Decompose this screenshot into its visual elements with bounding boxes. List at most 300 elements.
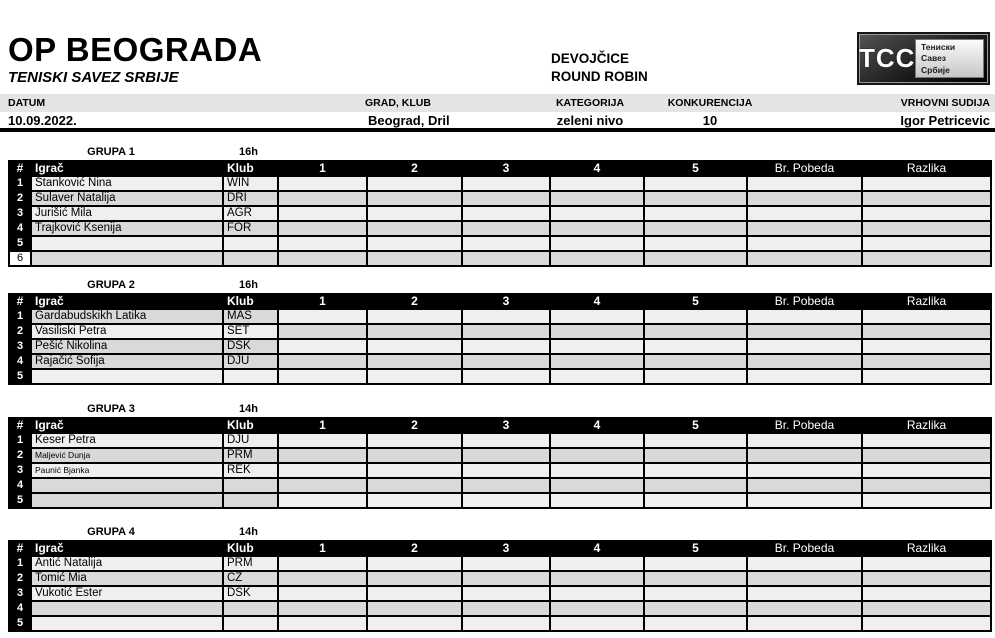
club-cell: DSK bbox=[223, 339, 278, 354]
match-cell-3 bbox=[462, 463, 550, 478]
group-table bbox=[8, 160, 992, 267]
player-name-cell: Trajković Ksenija bbox=[31, 221, 223, 236]
match-cell-4 bbox=[550, 556, 644, 571]
player-name-cell: Rajačić Sofija bbox=[31, 354, 223, 369]
table-header-row bbox=[9, 294, 991, 309]
match-cell-5 bbox=[644, 493, 747, 508]
match-cell-1 bbox=[278, 309, 367, 324]
club-cell: DSK bbox=[223, 586, 278, 601]
match-cell-5 bbox=[644, 251, 747, 266]
club-cell: WIN bbox=[223, 176, 278, 191]
player-name-cell bbox=[31, 493, 223, 508]
match-cell-5 bbox=[644, 339, 747, 354]
match-cell-3 bbox=[462, 354, 550, 369]
logo-text-line: Србије bbox=[921, 64, 950, 75]
row-number-cell: 5 bbox=[9, 236, 31, 251]
row-number-cell: 4 bbox=[9, 478, 31, 493]
player-row bbox=[9, 339, 991, 354]
col-header-match-cell-5: 5 bbox=[644, 541, 747, 556]
match-cell-2 bbox=[367, 324, 462, 339]
table-header-row bbox=[9, 541, 991, 556]
group-section-2 bbox=[8, 279, 990, 385]
match-cell-4 bbox=[550, 176, 644, 191]
col-header-match-cell-1: 1 bbox=[278, 541, 367, 556]
club-cell bbox=[223, 493, 278, 508]
match-cell-1 bbox=[278, 191, 367, 206]
page-title: OP BEOGRADA bbox=[8, 31, 263, 68]
match-cell-5 bbox=[644, 191, 747, 206]
col-header-match-cell-3: 3 bbox=[462, 418, 550, 433]
col-header-wins-cell: Br. Pobeda bbox=[747, 161, 862, 176]
match-cell-2 bbox=[367, 433, 462, 448]
group-label-row bbox=[8, 146, 990, 160]
diff-cell bbox=[862, 369, 991, 384]
col-header-club-cell: Klub bbox=[223, 161, 278, 176]
match-cell-1 bbox=[278, 463, 367, 478]
col-header-diff-cell: Razlika bbox=[862, 161, 991, 176]
match-cell-1 bbox=[278, 251, 367, 266]
diff-cell bbox=[862, 601, 991, 616]
player-name-cell: Pešić Nikolina bbox=[31, 339, 223, 354]
match-cell-3 bbox=[462, 191, 550, 206]
match-cell-1 bbox=[278, 556, 367, 571]
group-time: 16h bbox=[239, 146, 258, 158]
group-time: 16h bbox=[239, 279, 258, 291]
match-cell-5 bbox=[644, 324, 747, 339]
match-cell-1 bbox=[278, 339, 367, 354]
col-header-player-name-cell: Igrač bbox=[31, 541, 223, 556]
col-header-match-cell-4: 4 bbox=[550, 294, 644, 309]
federation-subtitle: TENISKI SAVEZ SRBIJE bbox=[8, 69, 179, 86]
format-label: ROUND ROBIN bbox=[551, 69, 648, 84]
match-cell-3 bbox=[462, 478, 550, 493]
row-number-cell: 6 bbox=[9, 251, 31, 266]
match-cell-3 bbox=[462, 556, 550, 571]
konkurencija-label: KONKURENCIJA bbox=[667, 97, 753, 109]
wins-cell bbox=[747, 433, 862, 448]
match-cell-2 bbox=[367, 206, 462, 221]
match-cell-1 bbox=[278, 206, 367, 221]
wins-cell bbox=[747, 601, 862, 616]
player-row bbox=[9, 478, 991, 493]
club-cell: DJU bbox=[223, 433, 278, 448]
col-header-wins-cell: Br. Pobeda bbox=[747, 294, 862, 309]
player-row bbox=[9, 236, 991, 251]
row-number-cell: 3 bbox=[9, 463, 31, 478]
diff-cell bbox=[862, 478, 991, 493]
col-header-club-cell: Klub bbox=[223, 294, 278, 309]
match-cell-1 bbox=[278, 354, 367, 369]
player-row bbox=[9, 433, 991, 448]
col-header-club-cell: Klub bbox=[223, 541, 278, 556]
match-cell-3 bbox=[462, 339, 550, 354]
match-cell-3 bbox=[462, 206, 550, 221]
player-name-cell bbox=[31, 478, 223, 493]
col-header-match-cell-4: 4 bbox=[550, 541, 644, 556]
player-row bbox=[9, 191, 991, 206]
match-cell-3 bbox=[462, 251, 550, 266]
wins-cell bbox=[747, 478, 862, 493]
match-cell-4 bbox=[550, 191, 644, 206]
player-row bbox=[9, 463, 991, 478]
diff-cell bbox=[862, 324, 991, 339]
col-header-player-name-cell: Igrač bbox=[31, 161, 223, 176]
logo-text-line: Савез bbox=[921, 53, 947, 64]
player-name-cell: Vukotić Ester bbox=[31, 586, 223, 601]
wins-cell bbox=[747, 369, 862, 384]
diff-cell bbox=[862, 463, 991, 478]
row-number-cell: 5 bbox=[9, 616, 31, 631]
logo-acronym: ТСС bbox=[859, 43, 916, 73]
diff-cell bbox=[862, 176, 991, 191]
col-header-match-cell-5: 5 bbox=[644, 161, 747, 176]
row-number-cell: 4 bbox=[9, 354, 31, 369]
sudija-value: Igor Petricevic bbox=[900, 113, 990, 128]
club-cell: DJU bbox=[223, 354, 278, 369]
header-divider bbox=[0, 128, 995, 132]
match-cell-4 bbox=[550, 236, 644, 251]
match-cell-5 bbox=[644, 556, 747, 571]
match-cell-4 bbox=[550, 586, 644, 601]
match-cell-4 bbox=[550, 324, 644, 339]
table-header-row bbox=[9, 161, 991, 176]
match-cell-4 bbox=[550, 571, 644, 586]
wins-cell bbox=[747, 571, 862, 586]
match-cell-1 bbox=[278, 176, 367, 191]
match-cell-2 bbox=[367, 616, 462, 631]
match-cell-4 bbox=[550, 478, 644, 493]
group-label-row bbox=[8, 526, 990, 540]
logo-text-line: Тениски bbox=[921, 41, 956, 52]
diff-cell bbox=[862, 433, 991, 448]
col-header-num-cell: # bbox=[9, 541, 31, 556]
match-cell-5 bbox=[644, 448, 747, 463]
club-cell bbox=[223, 251, 278, 266]
match-cell-5 bbox=[644, 433, 747, 448]
row-number-cell: 2 bbox=[9, 191, 31, 206]
player-row bbox=[9, 556, 991, 571]
row-number-cell: 1 bbox=[9, 556, 31, 571]
match-cell-5 bbox=[644, 601, 747, 616]
match-cell-5 bbox=[644, 571, 747, 586]
match-cell-3 bbox=[462, 221, 550, 236]
datum-label: DATUM bbox=[8, 97, 46, 109]
diff-cell bbox=[862, 493, 991, 508]
diff-cell bbox=[862, 191, 991, 206]
match-cell-3 bbox=[462, 493, 550, 508]
match-cell-1 bbox=[278, 221, 367, 236]
match-cell-3 bbox=[462, 586, 550, 601]
match-cell-2 bbox=[367, 354, 462, 369]
row-number-cell: 2 bbox=[9, 324, 31, 339]
group-table bbox=[8, 540, 992, 632]
group-section-3 bbox=[8, 403, 990, 509]
info-label-band bbox=[0, 94, 995, 112]
match-cell-4 bbox=[550, 221, 644, 236]
wins-cell bbox=[747, 206, 862, 221]
match-cell-1 bbox=[278, 493, 367, 508]
wins-cell bbox=[747, 493, 862, 508]
grad-klub-value: Beograd, Dril bbox=[368, 113, 450, 128]
diff-cell bbox=[862, 556, 991, 571]
row-number-cell: 4 bbox=[9, 221, 31, 236]
col-header-match-cell-3: 3 bbox=[462, 294, 550, 309]
match-cell-3 bbox=[462, 369, 550, 384]
club-cell: PRM bbox=[223, 556, 278, 571]
club-cell: SET bbox=[223, 324, 278, 339]
match-cell-3 bbox=[462, 324, 550, 339]
match-cell-5 bbox=[644, 354, 747, 369]
match-cell-1 bbox=[278, 601, 367, 616]
diff-cell bbox=[862, 586, 991, 601]
group-title: GRUPA 3 bbox=[87, 403, 135, 415]
group-time: 14h bbox=[239, 403, 258, 415]
player-name-cell bbox=[31, 236, 223, 251]
col-header-match-cell-4: 4 bbox=[550, 161, 644, 176]
match-cell-3 bbox=[462, 309, 550, 324]
player-name-cell: Maljević Dunja bbox=[31, 448, 223, 463]
group-title: GRUPA 4 bbox=[87, 526, 135, 538]
match-cell-4 bbox=[550, 433, 644, 448]
group-label-row bbox=[8, 403, 990, 417]
col-header-wins-cell: Br. Pobeda bbox=[747, 418, 862, 433]
match-cell-2 bbox=[367, 493, 462, 508]
wins-cell bbox=[747, 221, 862, 236]
wins-cell bbox=[747, 448, 862, 463]
wins-cell bbox=[747, 463, 862, 478]
match-cell-5 bbox=[644, 221, 747, 236]
match-cell-5 bbox=[644, 309, 747, 324]
club-cell: REK bbox=[223, 463, 278, 478]
sudija-label: VRHOVNI SUDIJA bbox=[900, 97, 990, 109]
player-name-cell: Stanković Nina bbox=[31, 176, 223, 191]
player-row bbox=[9, 206, 991, 221]
group-table bbox=[8, 417, 992, 509]
kategorija-value: zeleni nivo bbox=[556, 113, 624, 128]
player-name-cell: Vasiliski Petra bbox=[31, 324, 223, 339]
match-cell-3 bbox=[462, 433, 550, 448]
group-title: GRUPA 1 bbox=[87, 146, 135, 158]
match-cell-1 bbox=[278, 586, 367, 601]
col-header-match-cell-4: 4 bbox=[550, 418, 644, 433]
club-cell bbox=[223, 601, 278, 616]
player-name-cell: Sulaver Natalija bbox=[31, 191, 223, 206]
player-name-cell bbox=[31, 251, 223, 266]
col-header-match-cell-2: 2 bbox=[367, 418, 462, 433]
player-name-cell: Gardabudskikh Latika bbox=[31, 309, 223, 324]
group-section-4 bbox=[8, 526, 990, 632]
col-header-match-cell-5: 5 bbox=[644, 418, 747, 433]
match-cell-4 bbox=[550, 206, 644, 221]
player-name-cell: Tomić Mia bbox=[31, 571, 223, 586]
player-row bbox=[9, 493, 991, 508]
col-header-wins-cell: Br. Pobeda bbox=[747, 541, 862, 556]
match-cell-4 bbox=[550, 448, 644, 463]
club-cell: AGR bbox=[223, 206, 278, 221]
row-number-cell: 2 bbox=[9, 571, 31, 586]
col-header-match-cell-2: 2 bbox=[367, 541, 462, 556]
col-header-match-cell-2: 2 bbox=[367, 161, 462, 176]
diff-cell bbox=[862, 236, 991, 251]
col-header-num-cell: # bbox=[9, 161, 31, 176]
match-cell-3 bbox=[462, 571, 550, 586]
match-cell-1 bbox=[278, 571, 367, 586]
diff-cell bbox=[862, 206, 991, 221]
wins-cell bbox=[747, 556, 862, 571]
player-row bbox=[9, 616, 991, 631]
player-row bbox=[9, 176, 991, 191]
wins-cell bbox=[747, 251, 862, 266]
diff-cell bbox=[862, 616, 991, 631]
diff-cell bbox=[862, 309, 991, 324]
group-label-row bbox=[8, 279, 990, 293]
match-cell-5 bbox=[644, 176, 747, 191]
wins-cell bbox=[747, 309, 862, 324]
player-row bbox=[9, 309, 991, 324]
player-name-cell bbox=[31, 369, 223, 384]
col-header-diff-cell: Razlika bbox=[862, 294, 991, 309]
club-cell: FOR bbox=[223, 221, 278, 236]
match-cell-4 bbox=[550, 339, 644, 354]
diff-cell bbox=[862, 251, 991, 266]
match-cell-3 bbox=[462, 616, 550, 631]
wins-cell bbox=[747, 191, 862, 206]
match-cell-1 bbox=[278, 478, 367, 493]
match-cell-1 bbox=[278, 236, 367, 251]
match-cell-1 bbox=[278, 448, 367, 463]
diff-cell bbox=[862, 221, 991, 236]
group-section-1 bbox=[8, 146, 990, 267]
match-cell-4 bbox=[550, 616, 644, 631]
group-time: 14h bbox=[239, 526, 258, 538]
match-cell-2 bbox=[367, 478, 462, 493]
match-cell-5 bbox=[644, 463, 747, 478]
match-cell-2 bbox=[367, 339, 462, 354]
match-cell-4 bbox=[550, 309, 644, 324]
match-cell-2 bbox=[367, 191, 462, 206]
match-cell-1 bbox=[278, 433, 367, 448]
match-cell-4 bbox=[550, 369, 644, 384]
player-row bbox=[9, 601, 991, 616]
match-cell-5 bbox=[644, 236, 747, 251]
match-cell-2 bbox=[367, 369, 462, 384]
match-cell-4 bbox=[550, 601, 644, 616]
wins-cell bbox=[747, 339, 862, 354]
match-cell-1 bbox=[278, 324, 367, 339]
row-number-cell: 2 bbox=[9, 448, 31, 463]
group-table bbox=[8, 293, 992, 385]
col-header-match-cell-3: 3 bbox=[462, 541, 550, 556]
col-header-match-cell-1: 1 bbox=[278, 418, 367, 433]
match-cell-1 bbox=[278, 369, 367, 384]
konkurencija-value: 10 bbox=[702, 113, 718, 128]
wins-cell bbox=[747, 236, 862, 251]
match-cell-5 bbox=[644, 616, 747, 631]
player-row bbox=[9, 251, 991, 266]
row-number-cell: 4 bbox=[9, 601, 31, 616]
match-cell-3 bbox=[462, 236, 550, 251]
club-cell: PRM bbox=[223, 448, 278, 463]
group-title: GRUPA 2 bbox=[87, 279, 135, 291]
match-cell-4 bbox=[550, 463, 644, 478]
player-name-cell: Jurišić Mila bbox=[31, 206, 223, 221]
col-header-match-cell-1: 1 bbox=[278, 294, 367, 309]
match-cell-5 bbox=[644, 369, 747, 384]
col-header-num-cell: # bbox=[9, 294, 31, 309]
match-cell-2 bbox=[367, 571, 462, 586]
club-cell bbox=[223, 478, 278, 493]
match-cell-2 bbox=[367, 601, 462, 616]
col-header-num-cell: # bbox=[9, 418, 31, 433]
match-cell-2 bbox=[367, 463, 462, 478]
wins-cell bbox=[747, 586, 862, 601]
diff-cell bbox=[862, 571, 991, 586]
match-cell-3 bbox=[462, 601, 550, 616]
tss-logo bbox=[857, 32, 990, 85]
diff-cell bbox=[862, 448, 991, 463]
row-number-cell: 3 bbox=[9, 586, 31, 601]
col-header-match-cell-2: 2 bbox=[367, 294, 462, 309]
col-header-club-cell: Klub bbox=[223, 418, 278, 433]
club-cell bbox=[223, 236, 278, 251]
match-cell-5 bbox=[644, 586, 747, 601]
row-number-cell: 5 bbox=[9, 369, 31, 384]
row-number-cell: 1 bbox=[9, 176, 31, 191]
row-number-cell: 1 bbox=[9, 309, 31, 324]
player-row bbox=[9, 586, 991, 601]
col-header-player-name-cell: Igrač bbox=[31, 294, 223, 309]
match-cell-2 bbox=[367, 556, 462, 571]
player-name-cell bbox=[31, 601, 223, 616]
player-row bbox=[9, 369, 991, 384]
match-cell-2 bbox=[367, 176, 462, 191]
match-cell-1 bbox=[278, 616, 367, 631]
match-cell-3 bbox=[462, 448, 550, 463]
col-header-player-name-cell: Igrač bbox=[31, 418, 223, 433]
row-number-cell: 1 bbox=[9, 433, 31, 448]
club-cell: CZ bbox=[223, 571, 278, 586]
logo-text bbox=[915, 39, 984, 78]
player-row bbox=[9, 221, 991, 236]
match-cell-5 bbox=[644, 478, 747, 493]
col-header-match-cell-3: 3 bbox=[462, 161, 550, 176]
col-header-diff-cell: Razlika bbox=[862, 418, 991, 433]
player-name-cell bbox=[31, 616, 223, 631]
kategorija-label: KATEGORIJA bbox=[555, 97, 625, 109]
match-cell-2 bbox=[367, 586, 462, 601]
match-cell-3 bbox=[462, 176, 550, 191]
category-label: DEVOJČICE bbox=[551, 51, 630, 66]
row-number-cell: 3 bbox=[9, 339, 31, 354]
wins-cell bbox=[747, 616, 862, 631]
player-row bbox=[9, 448, 991, 463]
table-header-row bbox=[9, 418, 991, 433]
diff-cell bbox=[862, 339, 991, 354]
match-cell-4 bbox=[550, 251, 644, 266]
wins-cell bbox=[747, 354, 862, 369]
grad-klub-label: GRAD, KLUB bbox=[365, 97, 431, 109]
datum-value: 10.09.2022. bbox=[8, 113, 77, 128]
match-cell-4 bbox=[550, 354, 644, 369]
club-cell: DRI bbox=[223, 191, 278, 206]
match-cell-4 bbox=[550, 493, 644, 508]
match-cell-2 bbox=[367, 221, 462, 236]
row-number-cell: 5 bbox=[9, 493, 31, 508]
row-number-cell: 3 bbox=[9, 206, 31, 221]
player-row bbox=[9, 354, 991, 369]
wins-cell bbox=[747, 324, 862, 339]
match-cell-2 bbox=[367, 236, 462, 251]
